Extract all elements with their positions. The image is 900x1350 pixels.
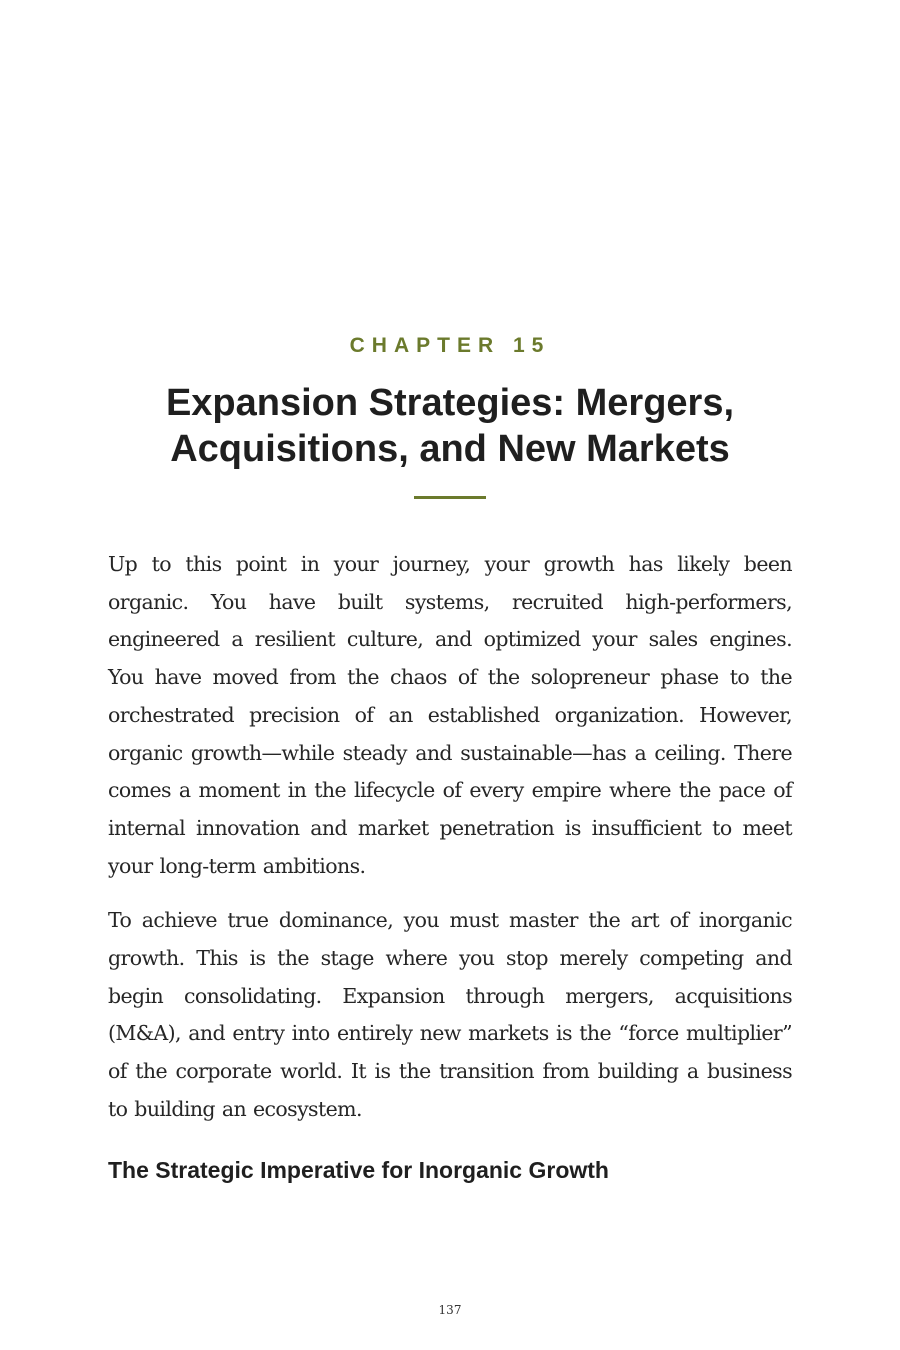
body-text (108, 546, 792, 1146)
section-heading: The Strategic Imperative for Inorganic Growth (108, 1157, 609, 1183)
title-divider (414, 496, 486, 499)
chapter-label: CHAPTER 15 (349, 334, 551, 357)
chapter-title: Expansion Strategies: Mergers, Acquisitions, and New Markets (165, 382, 735, 470)
page-number: 137 (438, 1303, 462, 1317)
paragraph: To achieve true dominance, you must master the art of inorganic growth. This is the stage where you stop merely competing and begin consolidating. Expansion through mergers, acquisitions (M&A), and entry into entirely new markets is the “force multiplier” of the corporate world. It is the transition from building a business to building an ecosystem. (108, 908, 792, 1121)
paragraph: Up to this point in your journey, your growth has likely been organic. You have built systems, recruited high-performers, engineered a resilient culture, and optimized your sales engines. You have moved from the chaos of the solopreneur phase to the orchestrated precision of an established organization. However, organic growth—while steady and sustainable—has a ceiling. There comes a moment in the lifecycle of every empire where the pace of internal innovation and market penetration is insufficient to meet your long-term ambitions. (108, 552, 792, 878)
